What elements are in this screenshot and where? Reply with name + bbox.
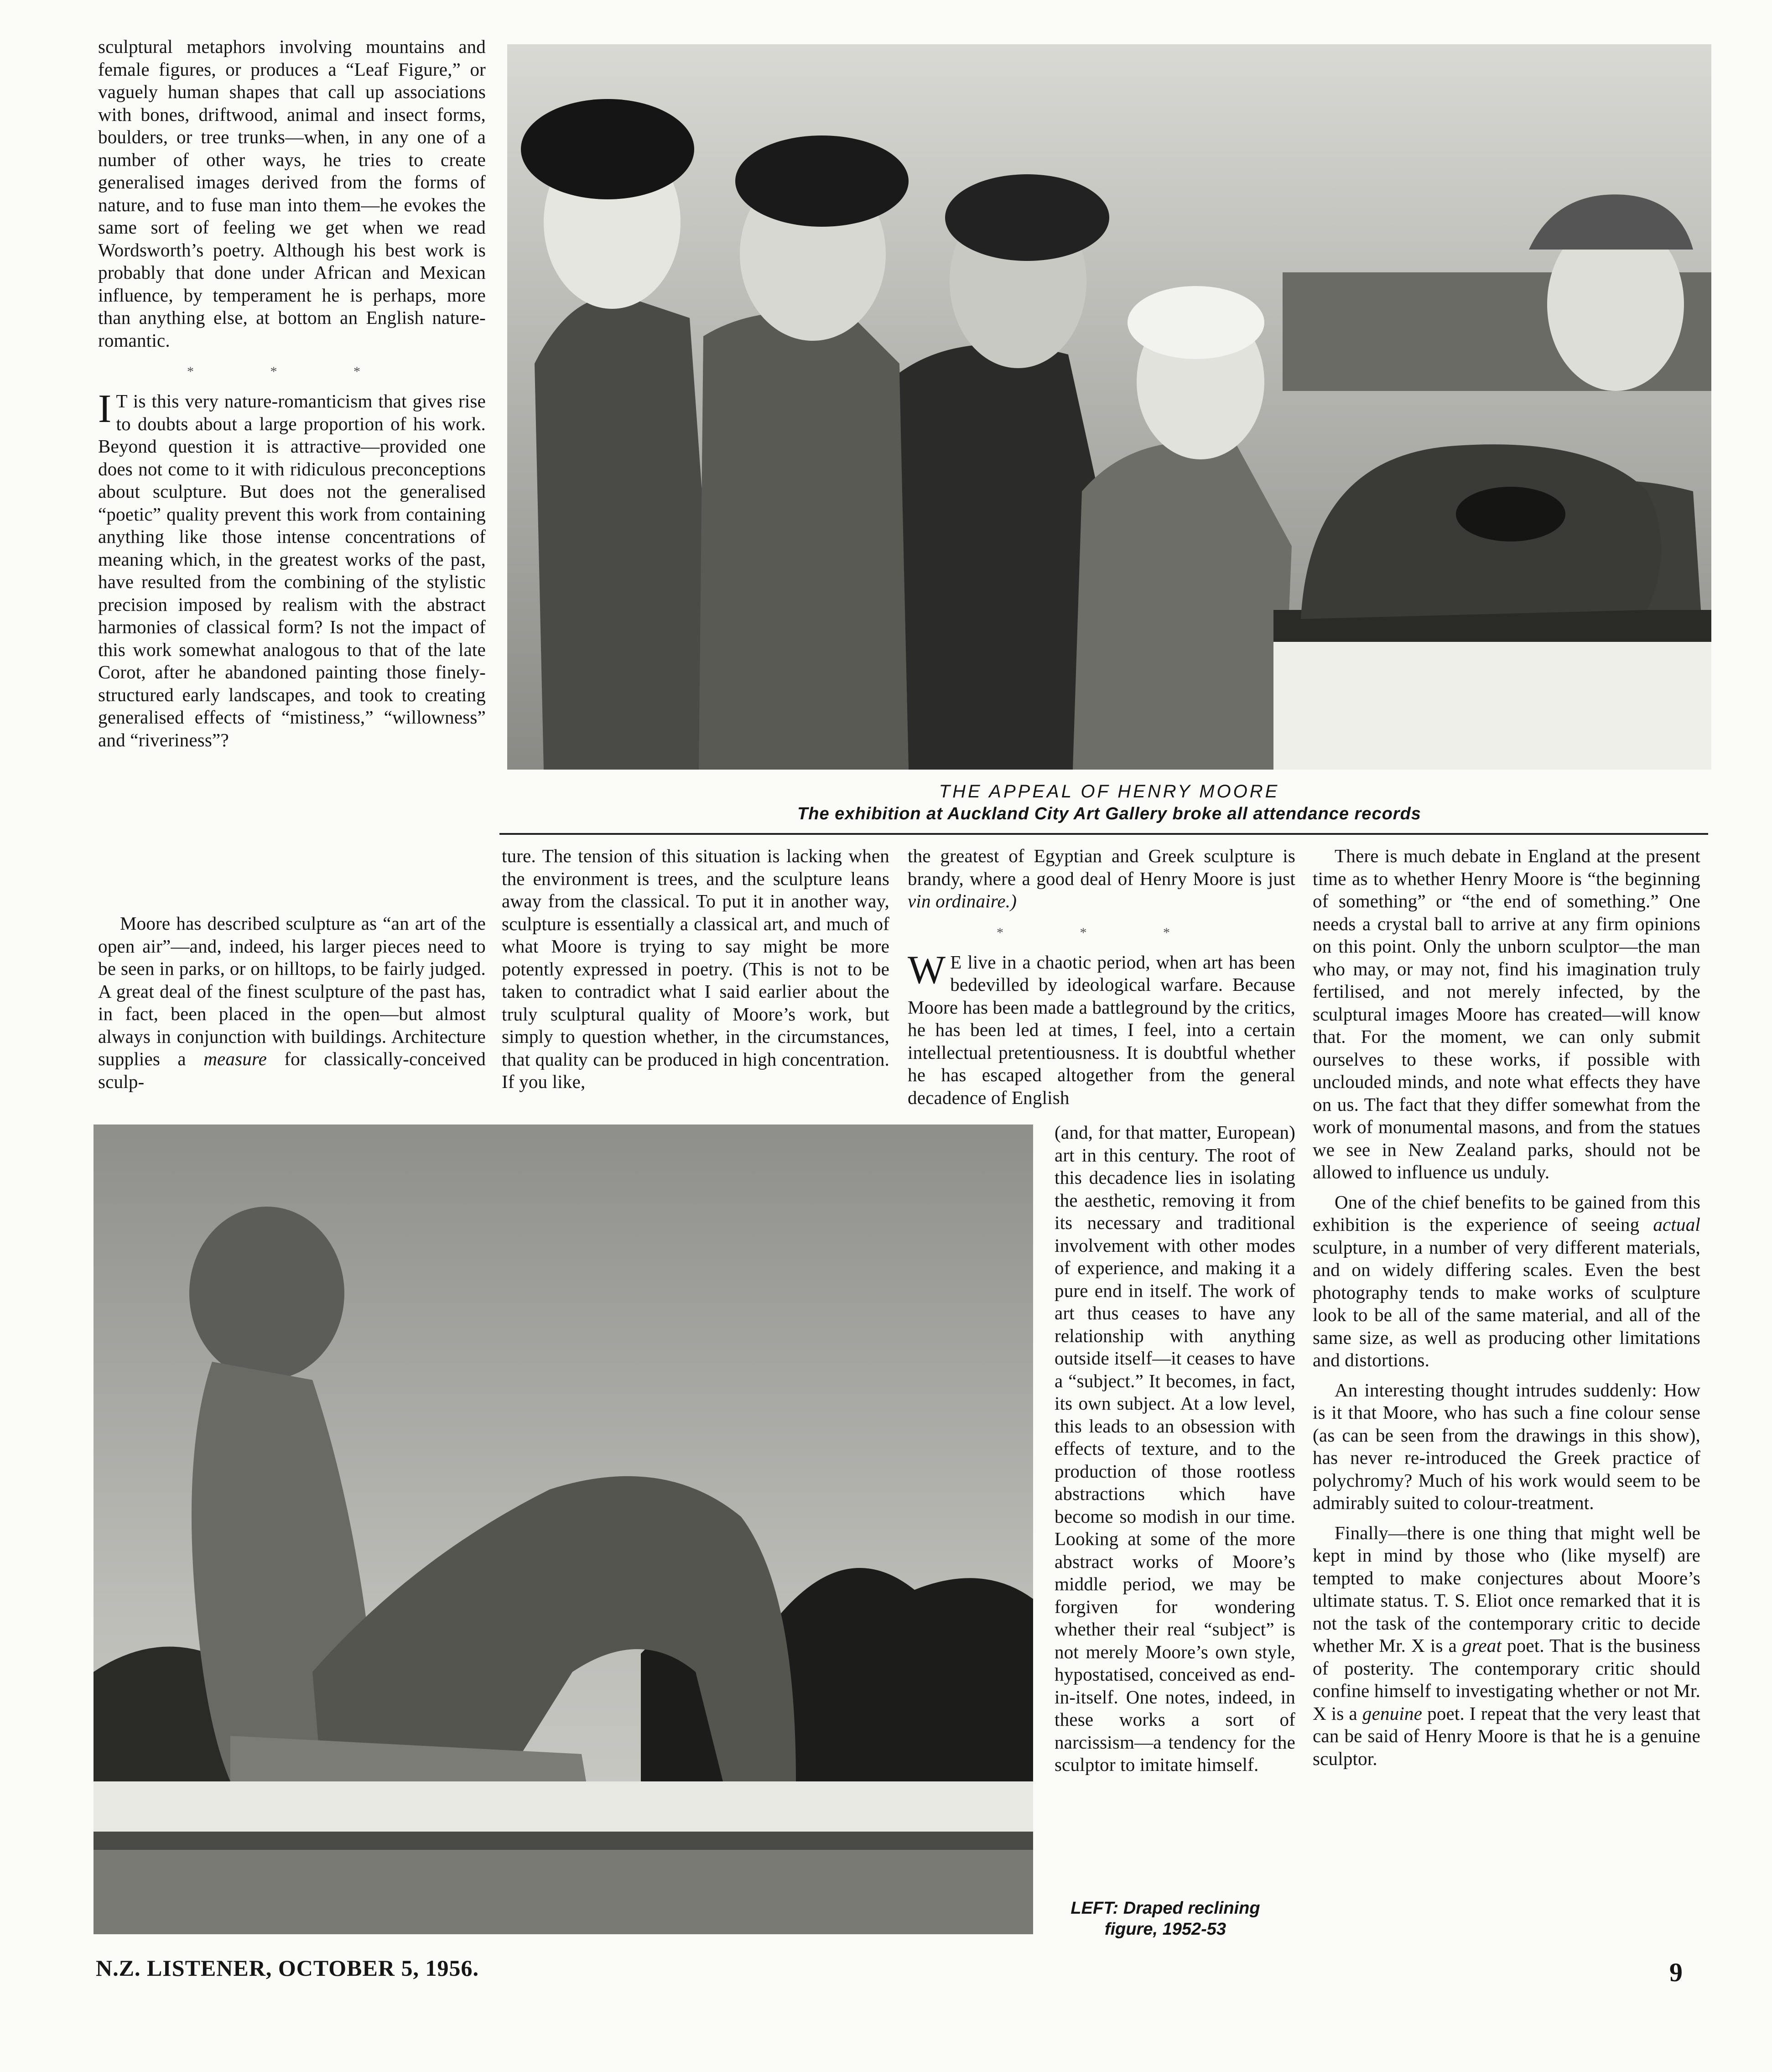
drop-cap: I: [98, 387, 112, 431]
article-column-1-bottom: [98, 912, 486, 1100]
paragraph: Finally—there is one thing that might well be kept in mind by those who (like myself) are tempted to make conjectures about Moore’s ultimate status. T. S. Eliot once remarked that it is not the task of the contemporary critic to decide whether Mr. X is a great poet. That is the business of posterity. The contemporary critic should confine himself to investigating whether or not Mr. X is a genuine poet. I repeat that the very least that can be said of Henry Moore is that he is a genuine sculptor.: [1313, 1522, 1700, 1769]
paragraph: An interesting thought intrudes suddenly: How is it that Moore, who has such a fine colour sense (as can be seen from the drawings in this show), has never re-introduced the Greek practice of polychromy? Much of his work would seem to be admirably suited to colour-treatment.: [1313, 1379, 1700, 1513]
paragraph: Moore has described sculpture as “an art of the open air”—and, indeed, his larger pieces need to be seen in parks, or on hilltops, to be fairly judged. A great deal of the finest sculpture of the past has, in fact, been placed in the open—but almost always in conjunction with buildings. Architecture supplies a measure for classically-conceived sculp-: [98, 913, 486, 1092]
sculpture-caption: LEFT: Draped reclining figure, 1952-53: [1070, 1899, 1260, 1939]
photo-caption-subtitle: The exhibition at Auckland City Art Gallery broke all attendance records: [797, 804, 1421, 823]
page-number: 9: [1669, 1957, 1683, 1987]
article-column-1: [98, 36, 486, 759]
article-column-3: [908, 845, 1295, 1116]
exhibition-photo-illustration: [507, 44, 1711, 770]
paragraph: One of the chief benefits to be gained from this exhibition is the experience of seeing actual sculpture, in a number of very different materials, and on widely differing scales. Even the best photography tends to make works of sculpture look to be all of the same material, and all of the same size, as well as producing other limitations and distortions.: [1313, 1191, 1700, 1370]
photo-caption-title: THE APPEAL OF HENRY MOORE: [939, 781, 1280, 802]
section-break: * * *: [187, 364, 397, 379]
sculpture-photo-illustration: [94, 1125, 1033, 1934]
sculpture-photo: [94, 1125, 1033, 1934]
divider-rule: [499, 833, 1708, 835]
paragraph: I T is this very nature-romanticism that gives rise to doubts about a large proportion of his work. Beyond question it is attractive—provided one does not come to it with ridiculous preconceptions about sculpture. But does not the generalised “poetic” quality prevent this work from containing anything like those intense concentrations of meaning which, in the greatest works of the past, have resulted from the combining of the stylistic precision imposed by realism with the abstract harmonies of classical form? Is not the impact of this work somewhat analogous to that of the late Corot, after he abandoned painting those finely-structured early landscapes, and took to creating generalised effects of “mistiness,” “willowness” and “riveriness”?: [98, 387, 486, 750]
paragraph: (and, for that matter, European) art in this century. The root of this decadence lies in isolating the aesthetic, removing it from its necessary and traditional involvement with other modes of experience, and making it a pure end in itself. The work of art thus ceases to have any relationship with anything outside itself—it ceases to have a “subject.” It becomes, in fact, its own subject. At a low level, this leads to an obsession with effects of texture, and to the production of those rootless abstractions which have become so modish in our time. Looking at some of the more abstract works of Moore’s middle period, we may be forgiven for wondering whether their real “subject” is not merely Moore’s own style, hypostatised, conceived as end-in-itself. One notes, indeed, in these works a sort of narcissism—a tendency for the sculptor to imitate himself.: [1055, 1122, 1295, 1775]
drop-cap: W: [908, 947, 946, 992]
section-break: * * *: [997, 925, 1206, 940]
paragraph: There is much debate in England at the present time as to whether Henry Moore is “the beginning of something” or “the end of something.” One needs a crystal ball to arrive at any firm opinions on this point. Only the unborn sculptor—the man who may, or may not, find his imagination truly fertilised, and not merely infected, by the sculptural images Moore has created—will know that. For the moment, we can only submit ourselves to these works, if possible with unclouded minds, and note what effects they have on us. The fact that they differ somewhat from the work of monumental masons, and from the statues we see in New Zealand parks, should not be allowed to influence us unduly.: [1313, 845, 1700, 1182]
exhibition-photo: [507, 44, 1711, 770]
paragraph: ture. The tension of this situation is lacking when the environment is trees, and the sculpture leans away from the classical. To put it in another way, sculpture is essentially a classical art, and much of what Moore is trying to say might be more potently expressed in poetry. (This is not to be taken to contradict what I said earlier about the truly sculptural quality of Moore’s work, but simply to question whether, in the circumstances, that quality can be produced in high concentration. If you like,: [502, 845, 889, 1092]
paragraph: W E live in a chaotic period, when art has been bedevilled by ideological warfare. Because Moore has been made a battleground by the critics, he has been led at times, I feel, into a certain intellectual pretentiousness. It is doubtful whether he has escaped altogether from the general decadence of English: [908, 947, 1295, 1108]
paragraph: the greatest of Egyptian and Greek sculpture is brandy, where a good deal of Henry Moore is just vin ordinaire.): [908, 845, 1295, 911]
publication-footer: N.Z. LISTENER, OCTOBER 5, 1956.: [96, 1955, 479, 1981]
article-column-2: [502, 845, 889, 1101]
article-column-3-narrow: [1055, 1121, 1295, 1784]
article-column-4: [1313, 845, 1700, 1777]
paragraph: sculptural metaphors involving mountains and female figures, or produces a “Leaf Figure,” or vaguely human shapes that call up associations with bones, driftwood, animal and insect forms, boulders, or tree trunks—when, in any one of a number of other ways, he tries to create generalised images derived from the forms of nature, and to fuse man into them—he evokes the same sort of feeling we get when we read Wordsworth’s poetry. Although his best work is probably that done under African and Mexican influence, by temperament he is perhaps, more than anything else, at bottom an English nature-romantic.: [98, 36, 486, 351]
